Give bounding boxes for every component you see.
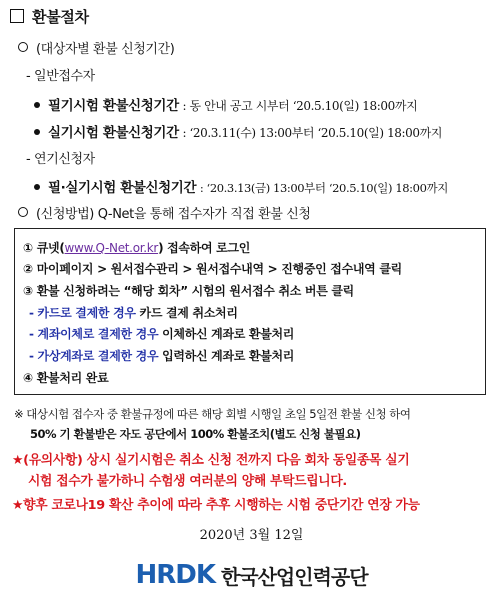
step-2: ② 마이페이지 > 원서접수관리 > 원서접수내역 > 진행중인 접수내역 클릭: [23, 262, 402, 276]
regular-item-practical: 실기시험 환불신청기간 : ‘20.3.11(수) 13:00부터 ‘20.5.10(일) 18:00까지: [34, 121, 442, 141]
page-title: 환불절차: [10, 6, 89, 27]
step-3-sub-virtual: - 가상계좌로 결제한 경우 입력하신 계좌로 환불처리: [29, 349, 295, 363]
regular-item-written: 필기시험 환불신청기간 : 동 안내 공고 시부터 ‘20.5.10(일) 18:00까지: [34, 94, 417, 114]
extended-item: 필·실기시험 환불신청기간 : ‘20.3.13(금) 13:00부터 ‘20.5.10(일) 18:00까지: [34, 176, 448, 196]
step-1: ① 큐넷(www.Q-Net.or.kr) 접속하여 로그인: [23, 241, 251, 255]
caution-notice-line2: 시험 접수가 불가하니 수험생 여러분의 양해 부탁드립니다.: [28, 474, 347, 489]
step-3-sub-card: - 카드로 결제한 경우 카드 결제 취소처리: [29, 306, 238, 320]
step-3: ③ 환불 신청하려는 “해당 회차” 시험의 원서접수 취소 버튼 클릭: [23, 284, 354, 298]
bullet-dot-icon: [34, 184, 40, 190]
section-target-period: (대상자별 환불 신청기간): [18, 38, 174, 57]
checkbox-square-icon: [10, 9, 24, 23]
bullet-dot-icon: [34, 129, 40, 135]
hrdk-logo: [0, 560, 503, 590]
hrdk-logo-mark: HRDK: [135, 560, 215, 590]
covid-notice: ★향후 코로나19 확산 추이에 따라 추후 시행하는 시험 중단기간 연장 가능: [12, 498, 420, 513]
section-method: (신청방법) Q-Net을 통해 접수자가 직접 환불 신청: [18, 203, 311, 222]
circle-bullet-icon: [18, 207, 28, 217]
qnet-link[interactable]: www.Q-Net.or.kr: [64, 241, 159, 255]
announcement-date: 2020년 3월 12일: [199, 528, 304, 543]
circle-bullet-icon: [18, 42, 28, 52]
procedure-box: [14, 228, 486, 395]
refund-note-line1: ※ 대상시험 접수자 중 환불규정에 따른 해당 회별 시행일 초일 5일전 환불 신청 하여: [14, 407, 411, 421]
caution-notice-line1: ★(유의사항) 상시 실기시험은 취소 신청 전까지 다음 회차 동일종목 실기: [12, 453, 410, 468]
group-extended-heading: - 연기신청자: [26, 152, 95, 167]
step-3-sub-transfer: - 계좌이체로 결제한 경우 이체하신 계좌로 환불처리: [29, 327, 295, 341]
bullet-dot-icon: [34, 102, 40, 108]
refund-note-line2: 50% 기 환불받은 자도 공단에서 100% 환불조치(별도 신청 불필요): [30, 427, 361, 441]
org-name: 한국산업인력공단: [220, 564, 368, 589]
group-regular-heading: - 일반접수자: [26, 69, 95, 84]
step-4: ④ 환불처리 완료: [23, 371, 109, 385]
